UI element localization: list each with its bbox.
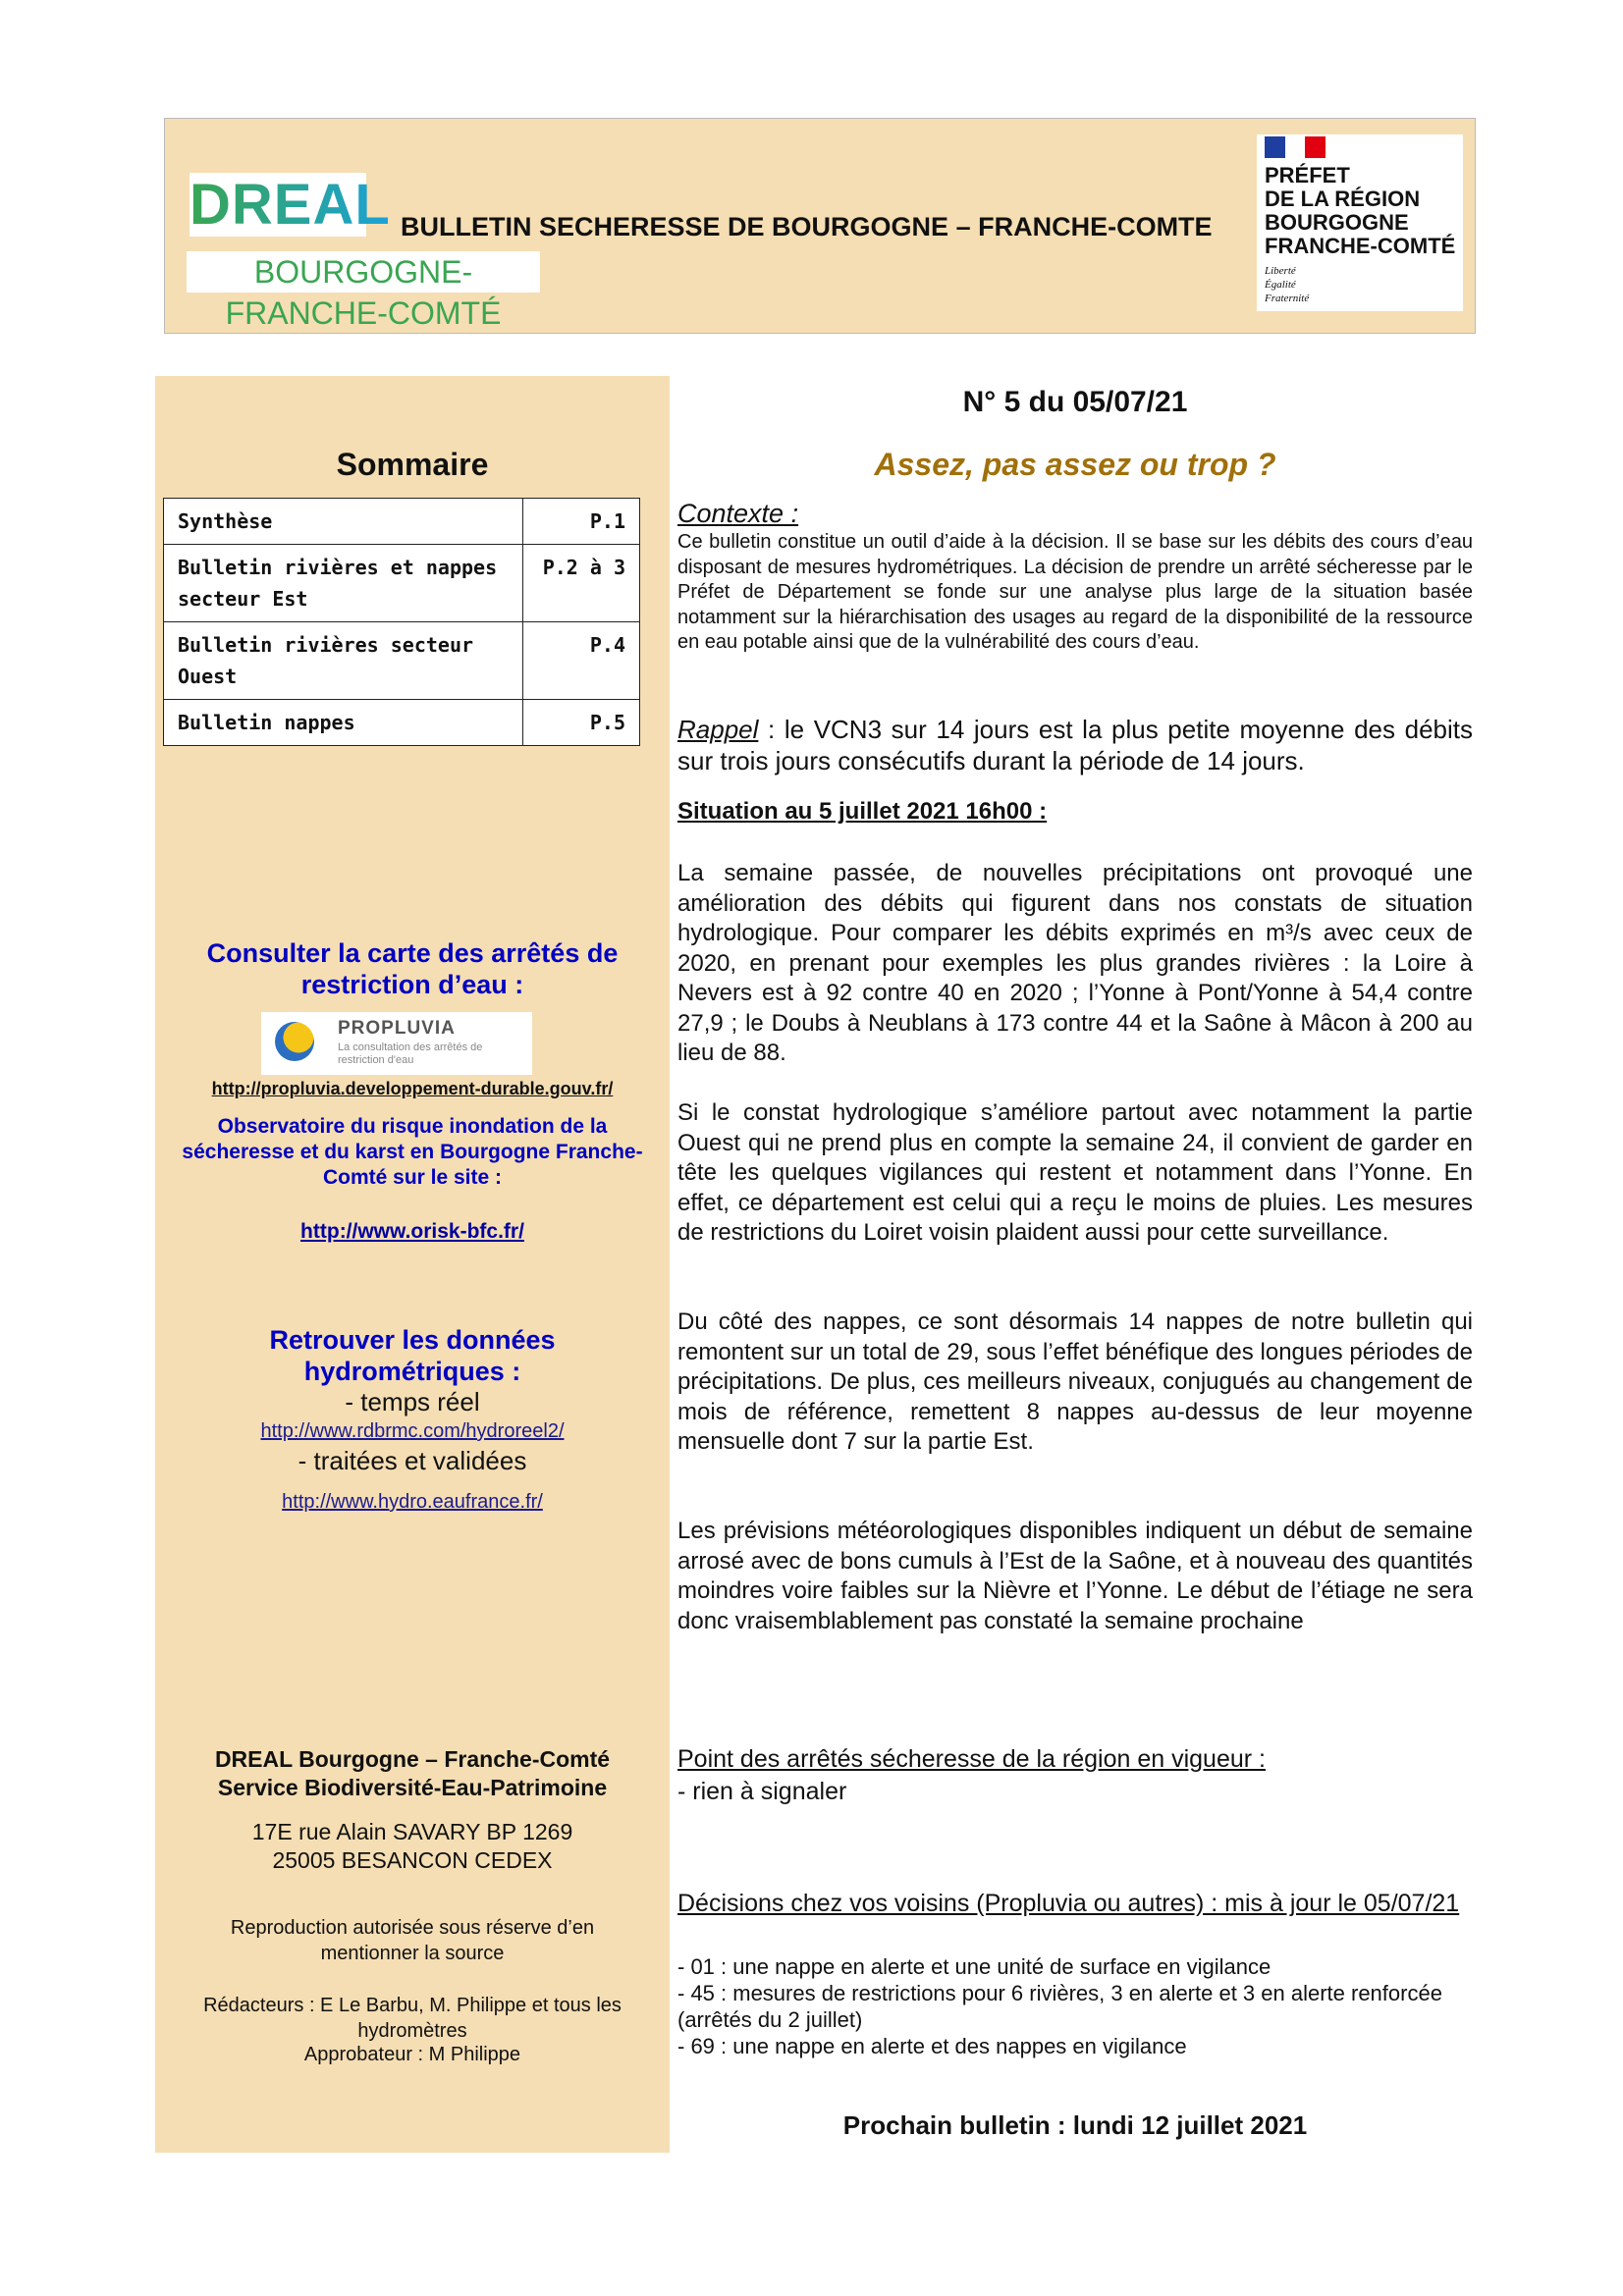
orisk-link[interactable]: http://www.orisk-bfc.fr/ [300,1220,524,1243]
address-line: 17E rue Alain SAVARY BP 1269 [251,1819,573,1844]
hydro-link[interactable]: http://www.hydro.eaufrance.fr/ [282,1491,543,1513]
situation-title: Situation au 5 juillet 2021 16h00 : [677,798,1048,825]
toc-row[interactable]: Synthèse P.1 [164,499,640,545]
propluvia-logo[interactable]: PROPLUVIA La consultation des arrêtés de restriction d'eau [261,1012,532,1075]
next-bulletin: Prochain bulletin : lundi 12 juillet 2021 [842,2110,1308,2140]
decision-item: - 45 : mesures de restrictions pour 6 rivières, 3 en alerte et 3 en alerte renforcée (arrêtés du 2 juillet) [677,1981,1442,2032]
dreal-logo: DREAL [189,173,391,237]
marianne-flag-icon [1265,136,1325,158]
devise-line: Égalité [1265,279,1296,291]
decision-item: - 69 : une nappe en alerte et des nappes en vigilance [677,2034,1187,2058]
org-service: Service Biodiversité-Eau-Patrimoine [217,1775,608,1800]
paragraph: La semaine passée, de nouvelles précipitations ont provoqué une amélioration des débits qui figurent dans nos constats de situation hydrologique. Pour comparer les débits exprimés en m³/s avec ceux de 2020, en prenant pour exemples les plus grandes rivières : la Loire à Nevers est à 92 contre 40 en 2020 ; l’Yonne à Pont/Yonne à 54,4 contre 27,9 ; le Doubs à Neublans à 173 contre 44 et la Saône à Mâcon à 200 au lieu de 88. [677,860,1473,1066]
devise [1265,264,1309,305]
contexte-text: Ce bulletin constitue un outil d’aide à la décision. Il se base sur les débits des cours d’eau disposant de mesures hydrométriques. La décision de prendre un arrêté sécheresse par le Préfet de Département se fonde sur une analyse plus large de la situation basée notamment sur la hiérarchisation des usages au regard de la disponibilité de la ressource en eau potable ainsi que de la vulnérabilité des cours d’eau. [677,531,1473,653]
org-name: DREAL Bourgogne – Franche-Comté [214,1746,611,1772]
rappel-text: : le VCN3 sur 14 jours est la plus petite moyenne des débits sur trois jours consécutifs durant la période de 14 jours. [677,715,1473,775]
rdbrmc-link[interactable]: http://www.rdbrmc.com/hydroreel2/ [260,1420,565,1442]
bulletin-title: BULLETIN SECHERESSE DE BOURGOGNE – FRANCHE-COMTE [401,212,1213,241]
traitees-label: - traitées et validées [298,1446,527,1475]
dreal-region-logo: BOURGOGNE-FRANCHE-COMTÉ [187,251,540,293]
address-line: 25005 BESANCON CEDEX [272,1847,553,1873]
paragraph: Si le constat hydrologique s’améliore partout avec notamment la partie Ouest qui ne prend plus en compte la semaine 24, il convient de garder en tête les quelques vigilances qui restent et notamment dans l’Yonne. En effet, ce département est celui qui a reçu le moins de pluies. Les mesures de restrictions du Loiret voisin plaident aussi pour cette surveillance. [677,1099,1473,1246]
point-title: Point des arrêtés sécheresse de la région en vigueur : [677,1745,1266,1773]
orisk-title: Observatoire du risque inondation de la sécheresse et du karst en Bourgogne Franche-Comté sur le site : [182,1115,643,1189]
toc-row[interactable]: Bulletin rivières et nappes secteur Est P.2 à 3 [164,545,640,622]
prefet-line: PRÉFET [1265,163,1350,187]
temps-reel-label: - temps réel [345,1387,480,1416]
decisions-title: Décisions chez vos voisins (Propluvia ou autres) : mis à jour le 05/07/21 [677,1890,1460,1917]
contexte-label: Contexte : [677,499,799,528]
approbateur: Approbateur : M Philippe [303,2044,521,2065]
paragraph: Les prévisions météorologiques disponibles indiquent un début de semaine arrosé avec de bons cumuls à l’Est de la Saône, et à nouveau des quantités moindres voire faibles sur la Nièvre et l’Yonne. Le début de l’étiage ne sera donc vraisemblablement pas constaté la semaine prochaine [677,1518,1473,1634]
toc-row[interactable]: Bulletin rivières secteur Ouest P.4 [164,622,640,700]
bulletin-number: N° 5 du 05/07/21 [962,386,1188,418]
hydro-title: Retrouver les données hydrométriques : [269,1325,556,1386]
prefet-line: DE LA RÉGION [1265,187,1421,211]
point-text: - rien à signaler [677,1778,847,1805]
carte-title: Consulter la carte des arrêtés de restriction d’eau : [206,938,619,999]
table-of-contents [163,498,640,746]
sun-rain-icon [275,1022,314,1061]
devise-line: Liberté [1265,265,1296,277]
devise-line: Fraternité [1265,293,1310,304]
header-banner [164,118,1476,334]
reproduction-note: Reproduction autorisée sous réserve d’en mentionner la source [230,1917,595,1964]
rappel [677,714,1473,776]
sommaire-title: Sommaire [336,447,489,482]
sidebar [155,376,670,2153]
decisions-list [677,1953,1463,2059]
prefet-line: FRANCHE-COMTÉ [1265,234,1456,258]
propluvia-link[interactable]: http://propluvia.developpement-durable.gouv.fr/ [211,1079,614,1098]
prefet-logo [1257,134,1463,311]
redacteurs: Rédacteurs : E Le Barbu, M. Philippe et tous les hydromètres [203,1995,622,2042]
paragraph: Du côté des nappes, ce sont désormais 14 nappes de notre bulletin qui remontent sur un total de 29, sous l’effet bénéfique des longues périodes de précipitations. De plus, ces meilleurs niveaux, conjugués au changement de mois de référence, remettent 8 nappes au-dessus de leur moyenne mensuelle dont 7 sur la partie Est. [677,1308,1473,1455]
prefet-line: BOURGOGNE [1265,210,1409,235]
subtitle: Assez, pas assez ou trop ? [874,447,1276,482]
toc-row[interactable]: Bulletin nappes P.5 [164,700,640,746]
rappel-label: Rappel [677,715,759,744]
decision-item: - 01 : une nappe en alerte et une unité de surface en vigilance [677,1954,1271,1979]
